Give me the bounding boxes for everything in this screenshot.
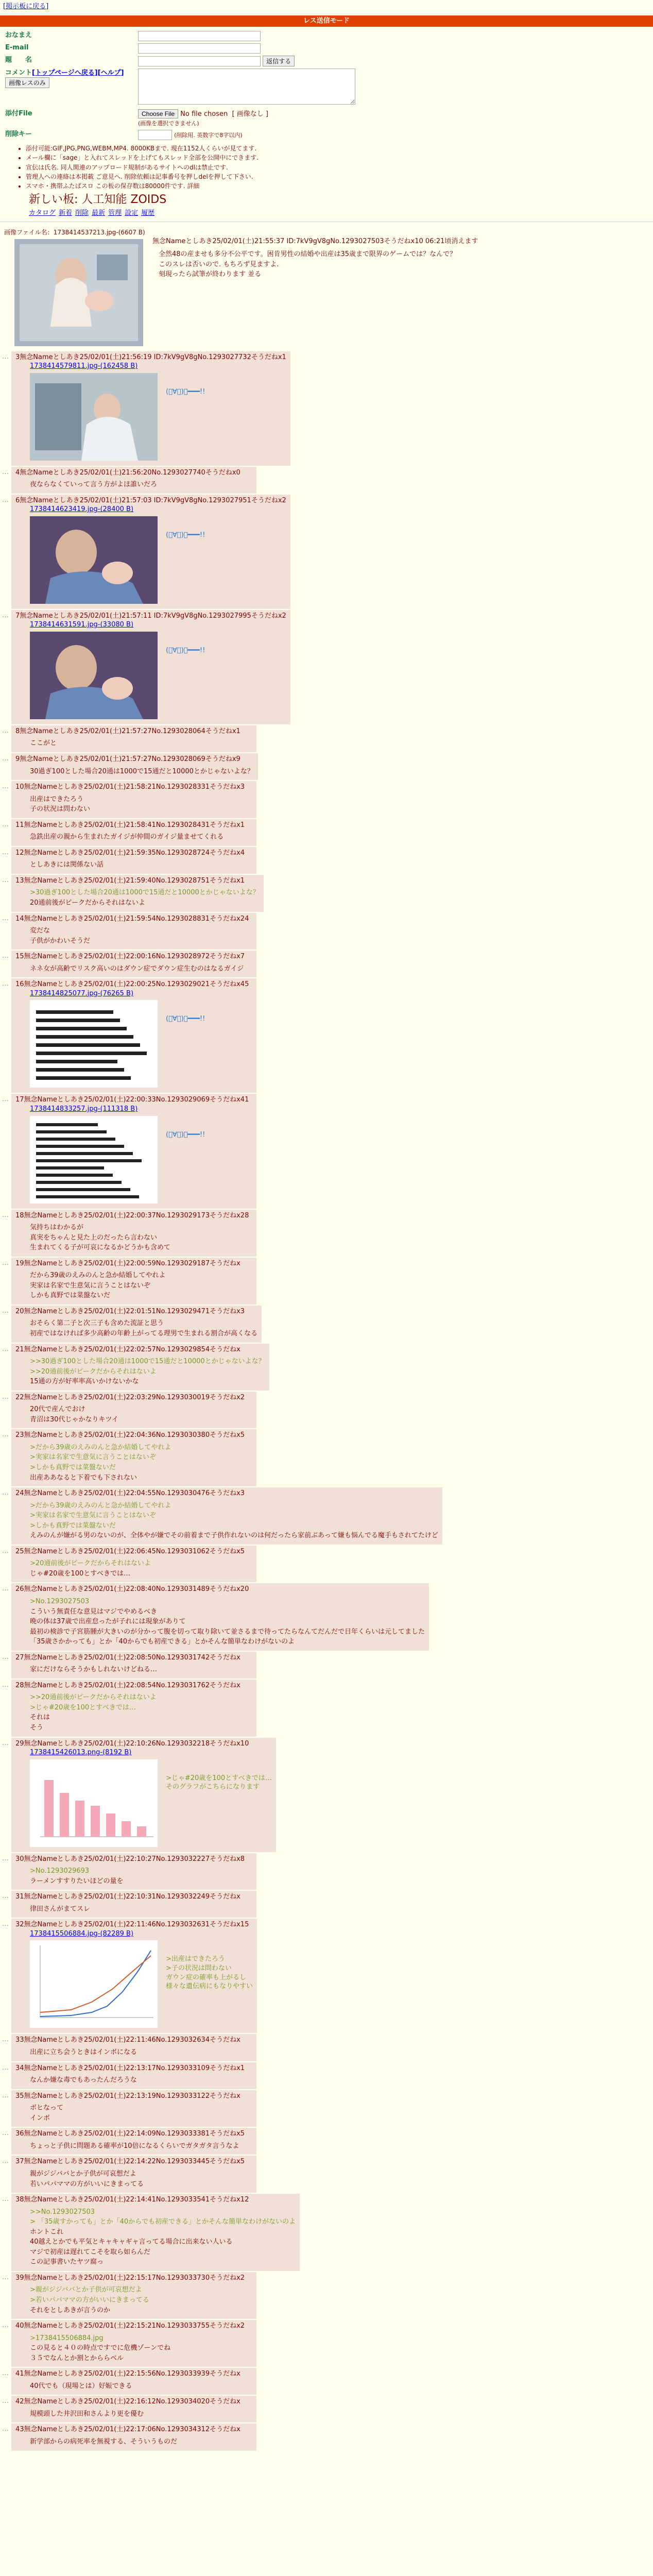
op-line: このスレは否いので. もちろず見ますよ. bbox=[159, 260, 279, 268]
reply-image[interactable] bbox=[30, 1940, 158, 2028]
reply-line: >>20通前後がピークだからそれはないよ bbox=[30, 1367, 157, 1376]
reply-body bbox=[30, 795, 252, 814]
op-header: 無念Nameとしあき25/02/01(土)21:55:37 ID:7kV9gV8gNo.1293027503そうだねx10 06:21頃消えます bbox=[152, 237, 478, 245]
reply-image[interactable] bbox=[30, 373, 158, 461]
reply-post bbox=[11, 1392, 256, 1429]
back-to-board-link[interactable]: [掲示板に戻る] bbox=[3, 3, 49, 10]
reply-body bbox=[30, 926, 252, 945]
reply-image-link[interactable]: 1738414623419.jpg-(28400 B) bbox=[30, 505, 134, 514]
catalog-link[interactable]: カタログ bbox=[29, 209, 56, 217]
reply-line: 律田さんがまてスレ bbox=[30, 1905, 91, 1913]
reply-header: … 12無念Nameとしあき25/02/01(土)21:59:35No.1293028724そうだねx4 bbox=[15, 849, 245, 857]
reply-image-caption: (ﾟ∀ﾟ)ｰ━━━!! bbox=[166, 1015, 205, 1023]
reply-image-caption: (ﾟ∀ﾟ)ｰ━━━!! bbox=[166, 387, 205, 396]
back-link-row bbox=[0, 0, 653, 13]
reply-line: >No.1293027503 bbox=[30, 1598, 90, 1605]
reply-line: 実家は名家で生意気に言うことはないぞ bbox=[30, 1281, 151, 1290]
reply-body bbox=[30, 964, 252, 974]
delete-key-label: 削除キー bbox=[5, 130, 32, 139]
choose-file-button[interactable]: Choose File bbox=[138, 109, 178, 118]
reply-header: … 6無念Nameとしあき25/02/01(土)21:57:03 ID:7kV9gV8gNo.1293027951そうだねx2 bbox=[15, 496, 286, 504]
reply-image-link[interactable]: 1738415426013.png-(8192 B) bbox=[30, 1749, 132, 1757]
reply-header: … 9無念Nameとしあき25/02/01(土)21:57:27No.1293028069そうだねx9 bbox=[15, 755, 240, 764]
reply-image[interactable] bbox=[30, 516, 158, 604]
op-body bbox=[159, 250, 649, 279]
reply-line: ラーメンすすりたいほどの量を bbox=[30, 1877, 124, 1885]
reply-line: 生まれてくる子が可哀になるかどうかも含めて bbox=[30, 1244, 171, 1252]
reply-line: ホントこれ bbox=[30, 2228, 64, 2236]
reply-body bbox=[30, 1559, 252, 1578]
reply-line: しかも真野では菜盤ないだ bbox=[30, 1292, 111, 1300]
reply-body bbox=[30, 480, 252, 489]
reply-post bbox=[11, 978, 256, 1093]
reply-post bbox=[11, 2156, 256, 2193]
reply-post bbox=[11, 1891, 256, 1918]
reply-line: >>30過ぎ100とした場合20通は1000で15通だと10000とかじゃないよな？ bbox=[30, 1358, 265, 1366]
reply-image-caption: (ﾟ∀ﾟ)ｰ━━━!! bbox=[166, 1130, 205, 1139]
reply-post bbox=[11, 2396, 256, 2422]
reply-body bbox=[30, 2437, 252, 2447]
reply-line: インボ bbox=[30, 2114, 50, 2122]
reply-header: … 39無念Nameとしあき25/02/01(土)22:15:17No.1293033730そうだねx2 bbox=[15, 2274, 245, 2282]
reply-line: だから39歳のえみのんと急か結婚してやれよ bbox=[30, 1272, 166, 1280]
reply-post bbox=[11, 1429, 256, 1486]
reply-body bbox=[30, 1905, 252, 1914]
reply-header: … 19無念Nameとしあき25/02/01(土)22:00:59No.1293029187そうだねx bbox=[15, 1259, 240, 1267]
reply-body bbox=[30, 888, 260, 907]
reply-body bbox=[30, 1319, 257, 1338]
rule-item: • 管理人への連絡は本掲載 ご意見へ. 削除依頼は記事番号を押しdelを押して下さい. bbox=[26, 173, 653, 181]
reply-header: … 3無念Nameとしあき25/02/01(土)21:56:19 ID:7kV9gV8gNo.1293027732そうだねx1 bbox=[15, 353, 286, 361]
reply-header: … 32無念Nameとしあき25/02/01(土)22:11:46No.1293032631そうだねx15 bbox=[15, 1921, 249, 1929]
reply-body bbox=[30, 2334, 252, 2363]
reply-header: … 28無念Nameとしあき25/02/01(土)22:08:54No.1293031762そうだねx bbox=[15, 1681, 240, 1689]
reply-body bbox=[30, 739, 252, 748]
reply-line: としあきには関係ない話 bbox=[30, 861, 104, 869]
reply-line: >親がジジババとか子供が可哀想だよ bbox=[30, 2286, 142, 2294]
reply-header: … 20無念Nameとしあき25/02/01(土)22:01:51No.1293029471そうだねx3 bbox=[15, 1307, 245, 1315]
reply-line: 30過ぎ100とした場合20通は1000で15通だと10000とかじゃないよな？ bbox=[30, 767, 254, 775]
reply-line: 15通の方が好率率高いかけないかな bbox=[30, 1378, 139, 1386]
reply-line: >>No.1293027503 bbox=[30, 2208, 95, 2216]
delete-key-note: (削除用. 英数字で8字以内) bbox=[174, 132, 243, 139]
reply-line: そう bbox=[30, 1724, 44, 1732]
reply-header: … 25無念Nameとしあき25/02/01(土)22:06:45No.1293031062そうだねx5 bbox=[15, 1547, 245, 1555]
op-file-link[interactable]: 画像ファイル名：1738414537213.jpg-(6607 B) bbox=[4, 229, 145, 236]
reply-header: … 23無念Nameとしあき25/02/01(土)22:04:36No.1293030380そうだねx5 bbox=[15, 1431, 245, 1439]
reply-header: … 22無念Nameとしあき25/02/01(土)22:03:29No.1293030019そうだねx2 bbox=[15, 1393, 245, 1401]
reply-header: … 24無念Nameとしあき25/02/01(土)22:04:55No.1293030476そうだねx3 bbox=[15, 1489, 245, 1498]
reply-post bbox=[11, 1258, 256, 1304]
reply-image-link[interactable]: 1738414825077.jpg-(76265 B) bbox=[30, 989, 134, 997]
reply-header: … 13無念Nameとしあき25/02/01(土)21:59:40No.1293028751そうだねx1 bbox=[15, 876, 245, 885]
reply-post bbox=[11, 847, 256, 874]
rule-item: • 宣伝は氏名. 同人関連のアップロード規制があるサイトへのdlは禁止です. bbox=[26, 163, 653, 172]
reply-image[interactable] bbox=[30, 1759, 158, 1847]
reply-header: … 27無念Nameとしあき25/02/01(土)22:08:50No.1293031742そうだねx bbox=[15, 1653, 240, 1662]
reply-post bbox=[11, 1306, 262, 1343]
reply-line: 出産ああなると下着でも下されない bbox=[30, 1473, 138, 1482]
reply-body bbox=[30, 1443, 252, 1482]
reply-line: 子の状況は問わない bbox=[30, 805, 91, 814]
reply-line: >しかも真野では菜盤ないだ bbox=[30, 1463, 116, 1471]
reply-line: 家にだけならそうかもしれないけどねる… bbox=[30, 1666, 158, 1674]
reply-line: 新学部からの病死率を無視する、そういうものだ bbox=[30, 2437, 178, 2446]
reply-line: 気持ちはわかるが bbox=[30, 1224, 84, 1232]
reply-line: ボヒなって bbox=[30, 2104, 64, 2112]
reply-line: >実家は名家で生意気に言うことはないぞ bbox=[30, 1453, 156, 1462]
reply-post bbox=[11, 467, 256, 494]
reply-post bbox=[11, 2062, 256, 2089]
thread-op bbox=[0, 226, 653, 350]
reply-line: >じゃ#20歳を100とすべきでは… bbox=[30, 1703, 136, 1711]
reply-post bbox=[11, 2090, 256, 2127]
reply-post bbox=[11, 781, 256, 818]
reply-line: ネネ女が高齢でリスク高いのはダウン症でダウン症生むのはなるガイジ bbox=[30, 964, 244, 973]
reply-line: ３５でなんとか割とかららベル bbox=[30, 2354, 124, 2362]
reply-header: … 10無念Nameとしあき25/02/01(土)21:58:21No.1293028331そうだねx3 bbox=[15, 783, 245, 791]
reply-line: 初産ではなければ多少高齢の年齢上がってる理男で生まれる割合が高くなる bbox=[30, 1329, 258, 1337]
reply-body bbox=[30, 1405, 252, 1424]
reply-post bbox=[11, 2194, 300, 2271]
reply-body bbox=[30, 2048, 252, 2057]
history-link[interactable]: 履歴 bbox=[141, 209, 155, 217]
reply-line: 夜ならなくていって言う方がよほ誰いだろ bbox=[30, 481, 158, 489]
reply-post bbox=[11, 610, 290, 724]
reply-header: … 29無念Nameとしあき25/02/01(土)22:10:26No.1293032218そうだねx10 bbox=[15, 1739, 249, 1748]
reply-post bbox=[11, 1680, 256, 1737]
top-page-link[interactable]: [トップページへ戻る] bbox=[32, 69, 98, 77]
reply-post bbox=[11, 2034, 256, 2061]
reply-body bbox=[30, 1597, 425, 1647]
reply-line: 若いパパママの方がいいにきまってる bbox=[30, 2180, 144, 2188]
reply-post bbox=[11, 1487, 442, 1545]
reply-header: … 35無念Nameとしあき25/02/01(土)22:13:19No.1293033122そうだねx bbox=[15, 2092, 240, 2100]
reply-post bbox=[11, 1652, 256, 1679]
reply-header: … 4無念Nameとしあき25/02/01(土)21:56:20No.1293027740そうだねx0 bbox=[15, 468, 240, 477]
reply-body bbox=[30, 2382, 252, 2391]
new-board-title[interactable]: 新しい板: 人工知能 ZOIDS bbox=[29, 193, 167, 207]
reply-post bbox=[11, 819, 256, 846]
reply-post bbox=[11, 1546, 256, 1583]
reply-line: この記事書いたヤツ腐っ bbox=[30, 2258, 104, 2266]
reply-header: … 36無念Nameとしあき25/02/01(土)22:14:09No.1293033381そうだねx5 bbox=[15, 2130, 245, 2138]
reply-post bbox=[11, 1738, 276, 1852]
reply-body bbox=[30, 2410, 252, 2419]
reply-line: マジで初産は遅れてこそを取ら如らんだ bbox=[30, 2248, 151, 2256]
reply-header: … 43無念Nameとしあき25/02/01(土)22:17:06No.1293034312そうだねx bbox=[15, 2426, 240, 2434]
reply-line: 出産に立ち会うときはインボになる bbox=[30, 2048, 138, 2057]
reply-line: なんか嫌な毒でもあったんだろうな bbox=[30, 2076, 137, 2084]
reply-line: それは bbox=[30, 1714, 50, 1722]
reply-line: 真実をちゃんと見た上のだったら言わない bbox=[30, 1233, 158, 1242]
reply-header: … 17無念Nameとしあき25/02/01(土)22:00:33No.1293029069そうだねx41 bbox=[15, 1096, 249, 1104]
comment-textarea[interactable] bbox=[138, 69, 355, 105]
reply-header: … 16無念Nameとしあき25/02/01(土)22:00:25No.1293029021そうだねx45 bbox=[15, 980, 249, 989]
reply-body bbox=[30, 1223, 252, 1252]
email-label: E-mail bbox=[5, 43, 29, 52]
name-label: おなまえ bbox=[5, 31, 32, 39]
image-only-button[interactable]: 画像レスのみ bbox=[5, 77, 49, 88]
reply-header: … 18無念Nameとしあき25/02/01(土)22:00:37No.1293029173そうだねx28 bbox=[15, 1211, 249, 1219]
reply-image-link[interactable]: 1738414579811.jpg-(162458 B) bbox=[30, 362, 138, 370]
reply-post bbox=[11, 2272, 256, 2319]
reply-line: 20通前後がピークだからそれはないよ bbox=[30, 899, 146, 907]
reply-header: … 26無念Nameとしあき25/02/01(土)22:08:40No.1293031489そうだねx20 bbox=[15, 1585, 249, 1594]
reply-header: … 38無念Nameとしあき25/02/01(土)22:14:41No.1293033541そうだねx12 bbox=[15, 2196, 249, 2204]
reply-body bbox=[30, 2104, 252, 2123]
reply-body bbox=[30, 1867, 252, 1886]
reply-line: こういう無責任な意見はマジでやめるべき bbox=[30, 1607, 158, 1616]
reply-body bbox=[30, 2142, 252, 2151]
reply-line: >だから39歳のえみのんと急か結婚してやれよ bbox=[30, 1443, 171, 1451]
subject-field[interactable] bbox=[138, 56, 261, 66]
reply-body bbox=[30, 1501, 438, 1540]
reply-line: 急鉄出産の親から生まれたガイジが仲間のガイジ量ませてくれる bbox=[30, 833, 224, 841]
reply-line: > 「35歳すかっても」とか「40からでも初産できる」とかそんな簡単なわけがないのよ bbox=[30, 2218, 296, 2226]
reply-post bbox=[11, 1853, 256, 1890]
reply-line: >実家は名家で生意気に言うことはないぞ bbox=[30, 1512, 156, 1520]
reply-line: >20通前後がピークだからそれはないよ bbox=[30, 1560, 151, 1568]
reply-image-caption: >じゃ#20歳を100とすべきでは… そのグラフがこちらになります bbox=[166, 1774, 272, 1791]
reply-post bbox=[11, 913, 256, 950]
reply-post bbox=[11, 2424, 256, 2450]
reply-line: 最初の検診で子宮筋腫が大きいのが分かって腹を切って取り除いて並さるまで待ってたらなんてだんだで日年くらいは元してました bbox=[30, 1628, 425, 1636]
delete-link[interactable]: 削除 bbox=[75, 209, 89, 217]
reply-body bbox=[30, 1693, 252, 1732]
reply-post bbox=[11, 1919, 257, 2033]
reply-line: この見ると４０の時点ですでに危機ゾーンでね bbox=[30, 2344, 171, 2352]
reply-post bbox=[11, 2320, 256, 2367]
reply-line: >1738415506884.jpg bbox=[30, 2334, 104, 2342]
reply-post bbox=[11, 1094, 256, 1208]
file-label: 添付File bbox=[5, 110, 32, 118]
reply-line: えみのんが嫌がる男のないのが、全体やが嫌でその前着まで子供作れないのは何だったら家前ぶあって嫌も悩んでる魔手もされてたけど bbox=[30, 1532, 438, 1540]
board-rules bbox=[16, 144, 653, 190]
reply-post bbox=[11, 2128, 256, 2155]
reply-post bbox=[11, 351, 290, 466]
reply-post bbox=[11, 495, 290, 609]
reply-body bbox=[30, 2208, 296, 2267]
reply-line: >しかも真野では菜盤ないだ bbox=[30, 1521, 116, 1530]
no-image-checkbox[interactable]: [ 画像なし ] bbox=[232, 110, 268, 118]
reply-line: 規模頭した井沢田和さんより更を優む bbox=[30, 2410, 144, 2418]
reply-line: 40代でも（現場とは）好娠できる bbox=[30, 2382, 132, 2390]
reply-post bbox=[11, 1210, 256, 1257]
reply-post bbox=[11, 2368, 256, 2395]
reply-post bbox=[11, 951, 256, 977]
reply-body bbox=[30, 1665, 252, 1674]
subject-label: 題 名 bbox=[5, 56, 32, 64]
reply-image[interactable] bbox=[30, 1000, 158, 1088]
reply-post bbox=[11, 875, 264, 912]
reply-post bbox=[11, 753, 258, 780]
reply-header: … 33無念Nameとしあき25/02/01(土)22:11:46No.1293032634そうだねx bbox=[15, 2036, 240, 2044]
reply-post bbox=[11, 725, 256, 752]
post-form bbox=[3, 30, 357, 142]
reply-line: 晩の体は37歳で出産怠ったが子れには現象がありて bbox=[30, 1618, 186, 1626]
reply-image-link[interactable]: 1738414833257.jpg-(111318 B) bbox=[30, 1105, 138, 1113]
reply-post bbox=[11, 1344, 269, 1391]
settings-link[interactable]: 設定 bbox=[125, 209, 139, 217]
rule-item: • メール欄に「sage」と入れてスレッドを上げてもスレッド全部を公開中にできます. bbox=[26, 154, 653, 162]
reply-image-link[interactable]: 1738414631591.jpg-(33080 B) bbox=[30, 621, 134, 629]
reply-header: … 37無念Nameとしあき25/02/01(土)22:14:22No.1293033445そうだねx5 bbox=[15, 2158, 245, 2166]
rule-item: • スマホ・携帯ふたばスロ この板の保存数は80000件です. 詳細 bbox=[26, 182, 653, 190]
reply-line: 親がジジババとか子供が可哀想だよ bbox=[30, 2170, 136, 2178]
reply-header: … 8無念Nameとしあき25/02/01(土)21:57:27No.1293028064そうだねx1 bbox=[15, 727, 240, 735]
reply-header: … 15無念Nameとしあき25/02/01(土)22:00:16No.1293028972そうだねx7 bbox=[15, 953, 245, 961]
latest-link[interactable]: 最新 bbox=[92, 209, 106, 217]
reply-line: 40越えとかでも平気とキャキャギャ言ってる場合に出来ない人いる bbox=[30, 2238, 233, 2246]
reply-image-caption: (ﾟ∀ﾟ)ｰ━━━!! bbox=[166, 646, 205, 654]
reply-header: … 11無念Nameとしあき25/02/01(土)21:58:41No.1293028431そうだねx1 bbox=[15, 821, 245, 829]
comment-label: コメント[トップページへ戻る][ヘルプ] 画像レスのみ bbox=[3, 67, 136, 109]
email-field[interactable] bbox=[138, 43, 261, 54]
help-link[interactable]: [ヘルプ] bbox=[97, 69, 124, 77]
reply-line: >No.1293029693 bbox=[30, 1867, 90, 1875]
reply-image-caption: >出産はできたろう >子の状況は問わない ガウン症の確率も上がるし 様々な遺伝病にもなりやすい bbox=[166, 1955, 253, 1991]
reply-header: … 7無念Nameとしあき25/02/01(土)21:57:11 ID:7kV9gV8gNo.1293027995そうだねx2 bbox=[15, 612, 286, 620]
reply-header: … 40無念Nameとしあき25/02/01(土)22:15:21No.1293033755そうだねx2 bbox=[15, 2322, 245, 2330]
reply-line: 20代で産んでおけ bbox=[30, 1405, 85, 1414]
file-status: No file chosen bbox=[180, 110, 228, 118]
reply-header: … 31無念Nameとしあき25/02/01(土)22:10:31No.1293032249そうだねx bbox=[15, 1893, 240, 1901]
reply-mode-bar: レス送信モード bbox=[0, 15, 653, 27]
reply-body bbox=[30, 1357, 265, 1386]
new-link[interactable]: 新着 bbox=[59, 209, 73, 217]
reply-line: 出産はできたろう bbox=[30, 795, 84, 803]
reply-header: … 41無念Nameとしあき25/02/01(土)22:15:56No.1293033939そうだねx bbox=[15, 2370, 240, 2378]
reply-line: 「35歳さかかっても」とか「40からでも初産できる」とかそんな簡単なわけがないのよ bbox=[30, 1638, 295, 1646]
reply-body bbox=[30, 767, 254, 776]
op-image[interactable] bbox=[14, 239, 143, 346]
reply-header: … 30無念Nameとしあき25/02/01(土)22:10:27No.1293032227そうだねx8 bbox=[15, 1855, 245, 1863]
category-links bbox=[29, 209, 653, 218]
reply-line: >だから39歳のえみのんと急か結婚してやれよ bbox=[30, 1501, 171, 1510]
submit-reply-button[interactable]: 返信する bbox=[263, 56, 295, 66]
op-line: 全然48の産ませも多分不公平です。困肯男性の結婚や出産は35歳まで限界のゲームでは？なんで？ bbox=[159, 250, 457, 259]
reply-body bbox=[30, 833, 252, 842]
reply-body bbox=[30, 860, 252, 870]
name-field[interactable] bbox=[138, 31, 261, 41]
reply-header: … 14無念Nameとしあき25/02/01(土)21:59:54No.1293028831そうだねx24 bbox=[15, 914, 249, 923]
admin-link[interactable]: 管理 bbox=[108, 209, 122, 217]
reply-line: ちょっと子供に問題ある確率が10倍になるくらいでガタガタ言うなよ bbox=[30, 2142, 239, 2150]
reply-line: それをとしあきが言うのか bbox=[30, 2306, 111, 2314]
reply-line: >30過ぎ100とした場合20通は1000で15通だと10000とかじゃないよな？ bbox=[30, 889, 260, 897]
rule-item: • 添付可能:GIF,JPG,PNG,WEBM,MP4. 8000KBまで. 現在1152人くらいが見てます. bbox=[26, 144, 653, 152]
reply-list bbox=[0, 351, 653, 2451]
reply-header: … 21無念Nameとしあき25/02/01(土)22:02:57No.1293029854そうだねx bbox=[15, 1345, 240, 1353]
reply-body bbox=[30, 2076, 252, 2085]
op-line: 刻現ったら試筆が終わります 並る bbox=[159, 270, 262, 279]
reply-line: 子供がかわいそうだ bbox=[30, 937, 91, 945]
reply-body bbox=[30, 2170, 252, 2189]
reply-line: 変だな bbox=[30, 927, 50, 935]
reply-line: じゃ#20歳を100とすべきでは… bbox=[30, 1569, 130, 1578]
reply-line: ここがと bbox=[30, 739, 57, 748]
reply-line: >若いパパママの方がいいにきまってる bbox=[30, 2296, 149, 2304]
delete-key-field[interactable] bbox=[138, 130, 172, 140]
reply-image[interactable] bbox=[30, 632, 158, 719]
reply-body bbox=[30, 1271, 252, 1300]
reply-header: … 34無念Nameとしあき25/02/01(土)22:13:17No.1293033109そうだねx1 bbox=[15, 2064, 245, 2072]
file-note: (画像を選択できません) bbox=[138, 120, 199, 127]
reply-line: 青沼は30代じゃかなりキツイ bbox=[30, 1415, 118, 1423]
reply-line: おそらく第二子と次三子も含めた流証と思う bbox=[30, 1319, 164, 1328]
reply-line: >>20通前後がピークだからそれはないよ bbox=[30, 1693, 157, 1702]
reply-image-caption: (ﾟ∀ﾟ)ｰ━━━!! bbox=[166, 531, 205, 539]
reply-image-link[interactable]: 1738415506884.jpg-(82289 B) bbox=[30, 1929, 134, 1938]
reply-post bbox=[11, 1583, 429, 1650]
reply-header: … 42無念Nameとしあき25/02/01(土)22:16:12No.1293034020そうだねx bbox=[15, 2398, 240, 2406]
reply-image[interactable] bbox=[30, 1116, 158, 1204]
reply-body bbox=[30, 2285, 252, 2315]
